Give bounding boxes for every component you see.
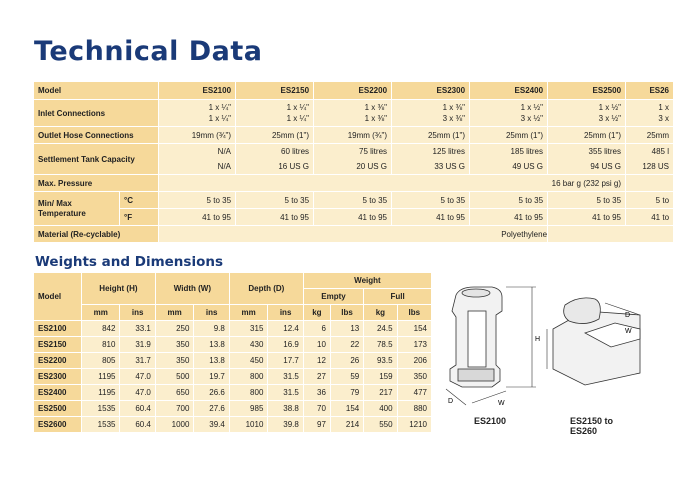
value-cell: 159 — [364, 369, 397, 385]
value-cell: 350 — [156, 353, 195, 369]
outlet-cell: 19mm (¾") — [314, 127, 392, 144]
value-cell: 9.8 — [194, 321, 229, 337]
tank-line2: 20 US G — [356, 162, 388, 171]
value-cell: 93.5 — [364, 353, 397, 369]
material-value: Polyethylene — [159, 226, 548, 243]
value-cell: 31.7 — [120, 353, 155, 369]
empty-header: Empty — [304, 289, 364, 305]
tank-cell — [626, 144, 674, 175]
value-cell: 6 — [304, 321, 331, 337]
inlet-line2: 3 x — [658, 114, 670, 123]
value-cell: 31.9 — [120, 337, 155, 353]
depth-dim-label: D — [625, 312, 631, 319]
tank-cell — [548, 144, 626, 175]
tank-cell — [159, 144, 236, 175]
inlet-line2: 1 x ⅜" — [364, 114, 388, 123]
temp-c-cell: 5 to 35 — [314, 192, 392, 209]
tank-line2: 128 US — [642, 162, 670, 171]
inlet-line1: 1 x ½" — [520, 103, 544, 112]
value-cell: 70 — [304, 401, 331, 417]
outlet-cell: 25mm (1") — [236, 127, 314, 144]
model-cell: ES2500 — [548, 82, 626, 100]
value-cell: 315 — [230, 321, 269, 337]
weights-body — [34, 321, 432, 433]
outlet-row — [34, 127, 674, 144]
model-cell: ES2200 — [34, 353, 82, 369]
empty-cell — [548, 226, 674, 243]
inlet-cell — [548, 100, 626, 127]
temp-c-cell: 5 to 35 — [470, 192, 548, 209]
tank-label: Settlement Tank Capacity — [34, 144, 159, 175]
model-cell: ES2600 — [34, 417, 82, 433]
width-header: Width (W) — [156, 273, 230, 305]
value-cell: 13.8 — [194, 337, 229, 353]
value-cell: 700 — [156, 401, 195, 417]
value-cell: 97 — [304, 417, 331, 433]
value-cell: 60.4 — [120, 417, 155, 433]
value-cell: 350 — [398, 369, 432, 385]
es2100-caption: ES2100 — [474, 416, 507, 426]
pressure-row — [34, 175, 674, 192]
inlet-row — [34, 100, 674, 127]
value-cell: 154 — [398, 321, 432, 337]
value-cell: 650 — [156, 385, 195, 401]
temp-f-cell: 41 to 95 — [159, 209, 236, 226]
model-cell: ES2300 — [34, 369, 82, 385]
unit-ins: ins — [120, 305, 155, 321]
model-cell: ES2100 — [159, 82, 236, 100]
table-row — [34, 321, 432, 337]
units-row — [34, 305, 432, 321]
value-cell: 450 — [230, 353, 269, 369]
value-cell: 810 — [82, 337, 121, 353]
value-cell: 154 — [331, 401, 364, 417]
unit-ins: ins — [268, 305, 303, 321]
table-row — [34, 401, 432, 417]
value-cell: 60.4 — [120, 401, 155, 417]
unit-kg: kg — [364, 305, 397, 321]
tank-line2: 94 US G — [590, 162, 622, 171]
value-cell: 1535 — [82, 417, 121, 433]
temp-c-cell: 5 to 35 — [548, 192, 626, 209]
tank-row — [34, 144, 674, 175]
tank-line1: 185 litres — [510, 147, 544, 156]
value-cell: 1535 — [82, 401, 121, 417]
value-cell: 13.8 — [194, 353, 229, 369]
material-row — [34, 226, 674, 243]
table-row — [34, 337, 432, 353]
tank-line2: 33 US G — [434, 162, 466, 171]
value-cell: 38.8 — [268, 401, 303, 417]
pressure-label: Max. Pressure — [34, 175, 159, 192]
table-row — [34, 353, 432, 369]
model-cell: ES2150 — [34, 337, 82, 353]
temp-f-cell: 41 to 95 — [236, 209, 314, 226]
inlet-cell — [470, 100, 548, 127]
outlet-cell: 19mm (¾") — [159, 127, 236, 144]
inlet-line1: 1 x ⅜" — [442, 103, 466, 112]
model-cell: ES26 — [626, 82, 674, 100]
value-cell: 250 — [156, 321, 195, 337]
model-cell: ES2100 — [34, 321, 82, 337]
model-cell: ES2150 — [236, 82, 314, 100]
tank-line1: 125 litres — [432, 147, 466, 156]
value-cell: 31.5 — [268, 385, 303, 401]
temp-c-row — [34, 192, 674, 209]
tank-cell — [470, 144, 548, 175]
value-cell: 12 — [304, 353, 331, 369]
value-cell: 12.4 — [268, 321, 303, 337]
temp-c-cell: 5 to 35 — [392, 192, 470, 209]
model-cell: ES2300 — [392, 82, 470, 100]
value-cell: 217 — [364, 385, 397, 401]
material-label: Material (Re-cyclable) — [34, 226, 159, 243]
value-cell: 430 — [230, 337, 269, 353]
inlet-line2: 3 x ½" — [520, 114, 544, 123]
inlet-cell — [314, 100, 392, 127]
value-cell: 47.0 — [120, 385, 155, 401]
value-cell: 47.0 — [120, 369, 155, 385]
inlet-label: Inlet Connections — [34, 100, 159, 127]
outlet-cell: 25mm — [626, 127, 674, 144]
table-row — [34, 385, 432, 401]
tank-line1: 60 litres — [281, 147, 310, 156]
model-col-header: Model — [34, 273, 82, 321]
outlet-cell: 25mm (1") — [548, 127, 626, 144]
inlet-line2: 1 x ¼" — [208, 114, 232, 123]
es2150-caption: ES2150 to ES260 — [570, 416, 614, 436]
temp-f-cell: 41 to 95 — [392, 209, 470, 226]
weights-header-row-1 — [34, 273, 432, 289]
celsius-unit: °C — [120, 192, 159, 209]
value-cell: 22 — [331, 337, 364, 353]
inlet-line2: 1 x ¼" — [286, 114, 310, 123]
value-cell: 27 — [304, 369, 331, 385]
tank-line1: 355 litres — [588, 147, 622, 156]
temp-f-cell: 41 to 95 — [470, 209, 548, 226]
value-cell: 805 — [82, 353, 121, 369]
value-cell: 33.1 — [120, 321, 155, 337]
width-dim-label: W — [498, 400, 505, 407]
table-row — [34, 417, 432, 433]
value-cell: 78.5 — [364, 337, 397, 353]
value-cell: 500 — [156, 369, 195, 385]
inlet-line2: 3 x ⅜" — [442, 114, 466, 123]
inlet-line1: 1 x ½" — [598, 103, 622, 112]
value-cell: 26.6 — [194, 385, 229, 401]
page-title: Technical Data — [34, 36, 263, 67]
value-cell: 39.8 — [268, 417, 303, 433]
value-cell: 800 — [230, 369, 269, 385]
inlet-line1: 1 x ¼" — [208, 103, 232, 112]
value-cell: 59 — [331, 369, 364, 385]
tank-line1: N/A — [217, 147, 232, 156]
full-header: Full — [364, 289, 432, 305]
value-cell: 39.4 — [194, 417, 229, 433]
value-cell: 477 — [398, 385, 432, 401]
unit-mm: mm — [156, 305, 195, 321]
inlet-line1: 1 x ¼" — [286, 103, 310, 112]
value-cell: 1195 — [82, 385, 121, 401]
inlet-line1: 1 x ⅜" — [364, 103, 388, 112]
tank-line2: 49 US G — [512, 162, 544, 171]
value-cell: 1010 — [230, 417, 269, 433]
inlet-cell — [159, 100, 236, 127]
temp-f-row — [34, 209, 674, 226]
temp-f-cell: 41 to 95 — [314, 209, 392, 226]
value-cell: 1195 — [82, 369, 121, 385]
unit-lbs: lbs — [398, 305, 432, 321]
value-cell: 173 — [398, 337, 432, 353]
value-cell: 206 — [398, 353, 432, 369]
value-cell: 550 — [364, 417, 397, 433]
value-cell: 36 — [304, 385, 331, 401]
value-cell: 400 — [364, 401, 397, 417]
temp-c-cell: 5 to — [626, 192, 674, 209]
tank-cell — [314, 144, 392, 175]
outlet-label: Outlet Hose Connections — [34, 127, 159, 144]
temp-c-cell: 5 to 35 — [236, 192, 314, 209]
depth-header: Depth (D) — [230, 273, 304, 305]
model-header-row — [34, 82, 674, 100]
value-cell: 880 — [398, 401, 432, 417]
unit-mm: mm — [82, 305, 121, 321]
pressure-value: 16 bar g (232 psi g) — [159, 175, 626, 192]
outlet-cell: 25mm (1") — [392, 127, 470, 144]
value-cell: 31.5 — [268, 369, 303, 385]
model-cell: ES2500 — [34, 401, 82, 417]
model-cell: ES2400 — [34, 385, 82, 401]
temperature-label: Min/ Max Temperature — [34, 192, 120, 226]
fahrenheit-unit: °F — [120, 209, 159, 226]
tank-cell — [392, 144, 470, 175]
es2150-diagram — [545, 293, 640, 388]
es2100-diagram — [440, 283, 558, 408]
inlet-line2: 3 x ½" — [598, 114, 622, 123]
inlet-cell — [626, 100, 674, 127]
unit-lbs: lbs — [331, 305, 364, 321]
technical-data-table — [34, 82, 674, 243]
value-cell: 24.5 — [364, 321, 397, 337]
value-cell: 350 — [156, 337, 195, 353]
model-cell: ES2200 — [314, 82, 392, 100]
empty-cell — [626, 175, 674, 192]
inlet-line1: 1 x — [658, 103, 670, 112]
tank-line2: N/A — [217, 162, 232, 171]
value-cell: 985 — [230, 401, 269, 417]
value-cell: 842 — [82, 321, 121, 337]
height-dim-label: H — [535, 336, 541, 343]
value-cell: 1000 — [156, 417, 195, 433]
value-cell: 26 — [331, 353, 364, 369]
value-cell: 800 — [230, 385, 269, 401]
inlet-cell — [392, 100, 470, 127]
tank-line1: 485 l — [651, 147, 670, 156]
value-cell: 13 — [331, 321, 364, 337]
model-cell: ES2400 — [470, 82, 548, 100]
value-cell: 19.7 — [194, 369, 229, 385]
unit-kg: kg — [304, 305, 331, 321]
value-cell: 79 — [331, 385, 364, 401]
width-dim-label: W — [625, 328, 632, 335]
temp-c-cell: 5 to 35 — [159, 192, 236, 209]
weight-header: Weight — [304, 273, 432, 289]
depth-dim-label: D — [448, 398, 454, 405]
unit-ins: ins — [194, 305, 229, 321]
value-cell: 16.9 — [268, 337, 303, 353]
tank-line2: 16 US G — [278, 162, 310, 171]
height-header: Height (H) — [82, 273, 156, 305]
value-cell: 1210 — [398, 417, 432, 433]
value-cell: 27.6 — [194, 401, 229, 417]
inlet-cell — [236, 100, 314, 127]
value-cell: 17.7 — [268, 353, 303, 369]
tank-cell — [236, 144, 314, 175]
value-cell: 214 — [331, 417, 364, 433]
temp-f-cell: 41 to — [626, 209, 674, 226]
unit-mm: mm — [230, 305, 269, 321]
value-cell: 10 — [304, 337, 331, 353]
outlet-cell: 25mm (1") — [470, 127, 548, 144]
model-label: Model — [34, 82, 159, 100]
tank-line1: 75 litres — [359, 147, 388, 156]
table-row — [34, 369, 432, 385]
temp-f-cell: 41 to 95 — [548, 209, 626, 226]
weights-subtitle: Weights and Dimensions — [35, 254, 223, 270]
weights-table — [34, 273, 432, 433]
